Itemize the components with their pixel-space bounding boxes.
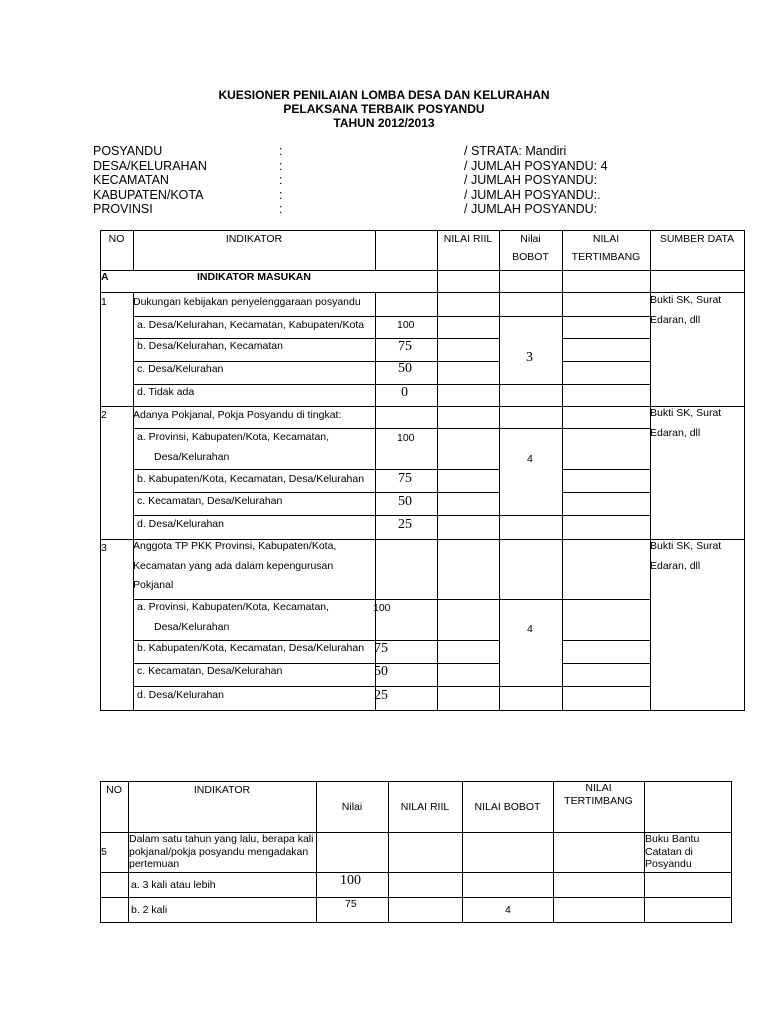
group-label: Adanya Pokjanal, Pokja Posyandu di tingkat: (133, 409, 342, 421)
option-label-text: a. Provinsi, Kabupaten/Kota, Kecamatan, Desa/Kelurahan (137, 431, 330, 463)
group-bobot: 3 (526, 350, 533, 365)
row-sumber: Buku Bantu Catatan di Posyandu (645, 833, 700, 870)
option-value: 100 (397, 432, 415, 444)
meta-row-kabupaten (93, 188, 693, 203)
section-no: A (101, 271, 109, 283)
option-value: 50 (398, 361, 412, 376)
row-no: 5 (101, 846, 107, 858)
meta-row-posyandu (93, 144, 693, 159)
option-label: a. 3 kali atau lebih (131, 879, 216, 891)
option-value: 0 (401, 385, 408, 400)
meta-label: KECAMATAN (93, 173, 169, 188)
option-label (137, 598, 352, 637)
meta-colon: : (279, 173, 283, 188)
meta-value: / JUMLAH POSYANDU:. (464, 187, 601, 202)
meta-block (93, 144, 693, 217)
header-nilai-riil: NILAI RIIL (443, 233, 493, 245)
meta-label: PROVINSI (93, 202, 153, 217)
header-nilai-bobot-1: Nilai (520, 233, 541, 245)
option-label: b. Kabupaten/Kota, Kecamatan, Desa/Kelurahan (137, 473, 365, 485)
option-label: a. Desa/Kelurahan, Kecamatan, Kabupaten/Kota (137, 319, 365, 331)
meta-value: / JUMLAH POSYANDU: 4 (464, 158, 608, 173)
group-sumber: Bukti SK, Surat Edaran, dll (650, 540, 722, 572)
option-value: 25 (374, 688, 388, 703)
meta-colon: : (279, 158, 283, 173)
header-nilai: Nilai (341, 801, 363, 813)
header-indikator: INDIKATOR (193, 784, 251, 796)
meta-colon: : (279, 187, 283, 202)
meta-label: KABUPATEN/KOTA (93, 187, 204, 202)
doc-title-line3: TAHUN 2012/2013 (333, 116, 435, 130)
section-label: INDIKATOR MASUKAN (197, 271, 311, 283)
meta-value: / JUMLAH POSYANDU: (464, 173, 598, 188)
row-label: Dalam satu tahun yang lalu, berapa kali pokjanal/pokja posyandu mengadakan pertemuan (129, 833, 314, 870)
option-label: d. Desa/Kelurahan (137, 518, 224, 530)
meta-colon: : (279, 144, 283, 158)
header-no: NO (106, 784, 122, 796)
option-value: 100 (340, 873, 361, 888)
meta-label: DESA/KELURAHAN (93, 158, 207, 173)
option-value: 50 (374, 664, 388, 679)
header-nilai-riil: NILAI RIIL (400, 801, 450, 813)
option-value: 50 (398, 494, 412, 509)
meta-row-kecamatan (93, 173, 693, 188)
header-indikator: INDIKATOR (225, 233, 283, 245)
option-label: c. Desa/Kelurahan (137, 363, 224, 375)
option-label: b. Kabupaten/Kota, Kecamatan, Desa/Kelurahan (137, 642, 365, 654)
option-label: c. Kecamatan, Desa/Kelurahan (137, 495, 283, 507)
header-nilai-bobot-2: BOBOT (512, 251, 549, 263)
header-sumber-data: SUMBER DATA (659, 233, 735, 245)
group-sumber: Bukti SK, Surat Edaran, dll (650, 294, 722, 326)
option-label: d. Desa/Kelurahan (137, 689, 224, 701)
meta-value: / JUMLAH POSYANDU: (464, 202, 598, 217)
header-nilai-bobot: NILAI BOBOT (474, 801, 541, 813)
header-nilai-tertimbang: NILAI TERTIMBANG (564, 782, 633, 807)
header-no: NO (108, 233, 125, 245)
header-tertimbang-2: TERTIMBANG (571, 251, 641, 263)
option-value: 75 (345, 898, 357, 910)
option-label: d. Tidak ada (137, 386, 195, 398)
option-value: 75 (398, 339, 412, 354)
meta-row-desa (93, 159, 693, 174)
option-label-text: a. Provinsi, Kabupaten/Kota, Kecamatan, Desa/Kelurahan (137, 601, 330, 633)
group-label: Dukungan kebijakan penyelenggaraan posyandu (133, 296, 361, 308)
header-tertimbang-1: NILAI (592, 233, 620, 245)
group-bobot: 4 (527, 623, 533, 635)
option-label: b. Desa/Kelurahan, Kecamatan (137, 340, 283, 352)
option-value: 100 (397, 319, 415, 331)
meta-row-provinsi (93, 202, 693, 217)
option-label: b. 2 kali (131, 904, 168, 916)
group-no: 2 (101, 409, 107, 421)
option-label (137, 428, 352, 467)
doc-title-line1: KUESIONER PENILAIAN LOMBA DESA DAN KELURAHAN (218, 88, 550, 102)
group-label: Anggota TP PKK Provinsi, Kabupaten/Kota, Kecamatan yang ada dalam kepengurusan Pokjanal (133, 540, 337, 591)
group-no: 1 (101, 296, 107, 308)
meta-label: POSYANDU (93, 144, 163, 158)
group-sumber: Bukti SK, Surat Edaran, dll (650, 407, 722, 439)
group-no: 3 (101, 542, 107, 554)
meta-colon: : (279, 202, 283, 217)
option-value: 25 (398, 517, 412, 532)
option-label: c. Kecamatan, Desa/Kelurahan (137, 665, 283, 677)
meta-value: / STRATA: Mandiri (464, 144, 567, 158)
option-value: 75 (398, 471, 412, 486)
doc-title-line2: PELAKSANA TERBAIK POSYANDU (283, 102, 485, 116)
group-bobot: 4 (527, 453, 533, 465)
option-value: 75 (374, 641, 388, 656)
option-bobot: 4 (505, 904, 511, 916)
option-value: 100 (373, 602, 391, 614)
